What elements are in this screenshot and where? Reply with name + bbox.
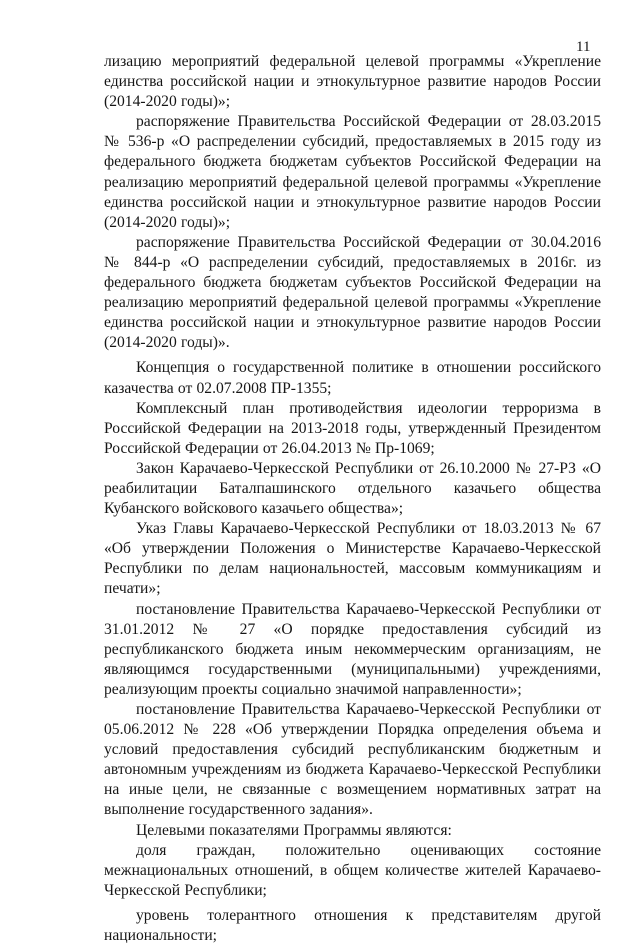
page-number: 11	[576, 39, 591, 55]
paragraph-resolution-27: постановление Правительства Карачаево-Черкесской Республики от 31.01.2012 № 27 «О порядке предоставления субсидий из республиканского бюджета иным некоммерческим организациям, не являющимся государственными (муниципальными) учреждениями, реализующим проекты социально значимой направленности»;	[104, 600, 601, 698]
paragraph-decree-67: Указ Главы Карачаево-Черкесской Республики от 18.03.2013 № 67 «Об утверждении Положения о Министерстве Карачаево-Черкесской Республики по делам национальностей, массовым коммуникациям и печати»;	[104, 520, 601, 598]
paragraph-indicator-share-citizens: доля граждан, положительно оценивающих состояние межнациональных отношений, в общем количестве жителей Карачаево-Черкесской Республики;	[104, 841, 601, 899]
document-body	[104, 52, 601, 946]
paragraph-cossack-concept: Концепция о государственной политике в отношении российского казачества от 02.07.2008 ПР-1355;	[104, 359, 601, 397]
paragraph-target-indicators-heading: Целевыми показателями Программы являются:	[136, 821, 452, 839]
paragraph-fcp-continuation: лизацию мероприятий федеральной целевой программы «Укрепление единства российской нации и этнокультурное развитие народов России (2014-2020 годы)»;	[104, 53, 601, 111]
paragraph-indicator-tolerance: уровень толерантного отношения к представителям другой национальности;	[104, 906, 601, 945]
paragraph-order-844: распоряжение Правительства Российской Федерации от 30.04.2016 № 844-р «О распределении субсидий, предоставляемых в 2016г. из федерального бюджета бюджетам субъектов Российской Федерации на реализацию мероприятий федеральной целевой программы «Укрепление единства российской нации и этнокультурное развитие народов России (2014-2020 годы)».	[104, 233, 601, 352]
paragraph-order-536: распоряжение Правительства Российской Федерации от 28.03.2015 № 536-р «О распределении субсидий, предоставляемых в 2015 году из федерального бюджета бюджетам субъектов Российской Федерации на реализацию мероприятий федеральной целевой программы «Укрепление единства российской нации и этнокультурное развитие народов России (2014-2020 годы)»;	[104, 113, 601, 231]
paragraph-terrorism-plan: Комплексный план противодействия идеологии терроризма в Российской Федерации на 2013-2018 годы, утвержденный Президентом Российской Федерации от 26.04.2013 № Пр-1069;	[104, 399, 601, 457]
paragraph-resolution-228: постановление Правительства Карачаево-Черкесской Республики от 05.06.2012 № 228 «Об утверждении Порядка определения объема и условий предоставления субсидий республиканским бюджетным и автономным учреждениям из бюджета Карачаево-Черкесской Республики на иные цели, не связанные с возмещением нормативных затрат на выполнение государственного задания».	[104, 701, 601, 819]
paragraph-law-27-rz: Закон Карачаево-Черкесской Республики от 26.10.2000 № 27-РЗ «О реабилитации Баталпашинского отдельного казачьего общества Кубанского войскового казачьего общества»;	[104, 459, 601, 518]
